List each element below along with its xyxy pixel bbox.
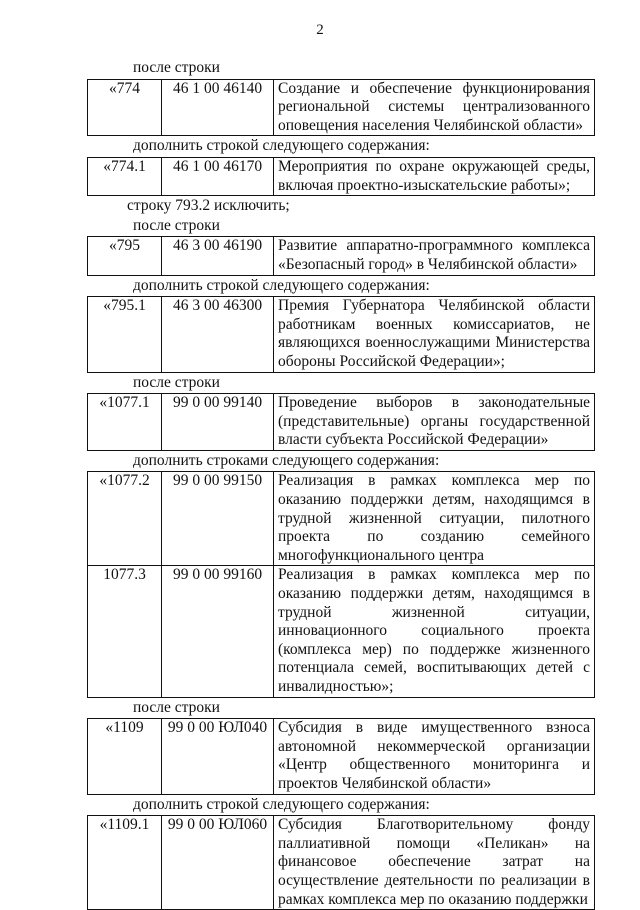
budget-table (87, 815, 595, 910)
table-row (88, 719, 595, 794)
description-cell: Премия Губернатора Челябинской области работникам военных комиссариатов, не являющихся военнослужащими Министерства обороны Российской Федерации»; (274, 297, 595, 372)
row-number-cell: 1077.3 (88, 566, 162, 697)
table-row (88, 79, 595, 136)
description-cell: Реализация в рамках комплекса мер по оказанию поддержки детям, находящимся в трудной жизненной ситуации, пилотного проекта по созданию семейного многофункционального центра (274, 472, 595, 566)
budget-code-cell: 99 0 00 ЮЛ040 (162, 719, 274, 794)
budget-code-cell: 46 1 00 46140 (162, 79, 274, 136)
budget-code-cell: 99 0 00 99150 (162, 472, 274, 566)
table-row (88, 237, 595, 275)
instruction-text: строку 793.2 исключить; (127, 197, 290, 215)
budget-code-cell: 46 3 00 46190 (162, 237, 274, 275)
row-number-cell: «1077.2 (88, 472, 162, 566)
description-cell: Реализация в рамках комплекса мер по оказанию поддержки детям, находящимся в трудной жизненной ситуации, инновационного социального проекта (комплекса мер) по поддержке жизненного потенциала семей, воспитывающих детей с инвалидностью»; (274, 566, 595, 697)
description-cell: Создание и обеспечение функционирования региональной системы централизованного оповещения населения Челябинской области» (274, 79, 595, 136)
page-number: 2 (316, 22, 324, 38)
description-cell: Субсидия в виде имущественного взноса автономной некоммерческой организации «Центр общественного мониторинга и проектов Челябинской области» (274, 719, 595, 794)
budget-code-cell: 99 0 00 99160 (162, 566, 274, 697)
instruction-text: дополнить строками следующего содержания: (133, 451, 440, 469)
table-row (88, 297, 595, 372)
instruction-text: после строки (133, 373, 220, 391)
table-row (88, 566, 595, 697)
row-number-cell: «795 (88, 237, 162, 275)
budget-table (87, 296, 595, 372)
instruction-text: дополнить строкой следующего содержания: (133, 795, 430, 813)
table-row (88, 394, 595, 451)
budget-code-cell: 46 1 00 46170 (162, 157, 274, 195)
instruction-text: дополнить строкой следующего содержания: (133, 137, 430, 155)
row-number-cell: «774 (88, 79, 162, 136)
instruction-text: после строки (133, 59, 220, 76)
budget-table (87, 157, 595, 196)
budget-table (87, 236, 595, 275)
description-cell: Развитие аппаратно-программного комплекса «Безопасный город» в Челябинской области» (274, 237, 595, 275)
instruction-text: после строки (133, 216, 220, 234)
budget-table (87, 79, 595, 137)
row-number-cell: «1109.1 (88, 816, 162, 910)
description-cell: Субсидия Благотворительному фонду паллиативной помощи «Пеликан» на финансовое обеспечение затрат на осуществление деятельности по реализации в рамках комплекса мер по оказанию поддержки (274, 816, 595, 910)
row-number-cell: «1077.1 (88, 394, 162, 451)
instruction-text: после строки (133, 698, 220, 716)
budget-table (87, 718, 595, 794)
table-row (88, 472, 595, 566)
row-number-cell: «774.1 (88, 157, 162, 195)
budget-code-cell: 46 3 00 46300 (162, 297, 274, 372)
instruction-text: дополнить строкой следующего содержания: (133, 276, 430, 294)
row-number-cell: «1109 (88, 719, 162, 794)
budget-code-cell: 99 0 00 99140 (162, 394, 274, 451)
description-cell: Проведение выборов в законодательные (представительные) органы государственной власти субъекта Российской Федерации» (274, 394, 595, 451)
table-row (88, 157, 595, 195)
row-number-cell: «795.1 (88, 297, 162, 372)
budget-code-cell: 99 0 00 ЮЛ060 (162, 816, 274, 910)
document-body (87, 58, 595, 910)
description-cell: Мероприятия по охране окружающей среды, включая проектно-изыскательские работы»; (274, 157, 595, 195)
table-row (88, 816, 595, 910)
budget-table (87, 471, 595, 697)
budget-table (87, 393, 595, 451)
